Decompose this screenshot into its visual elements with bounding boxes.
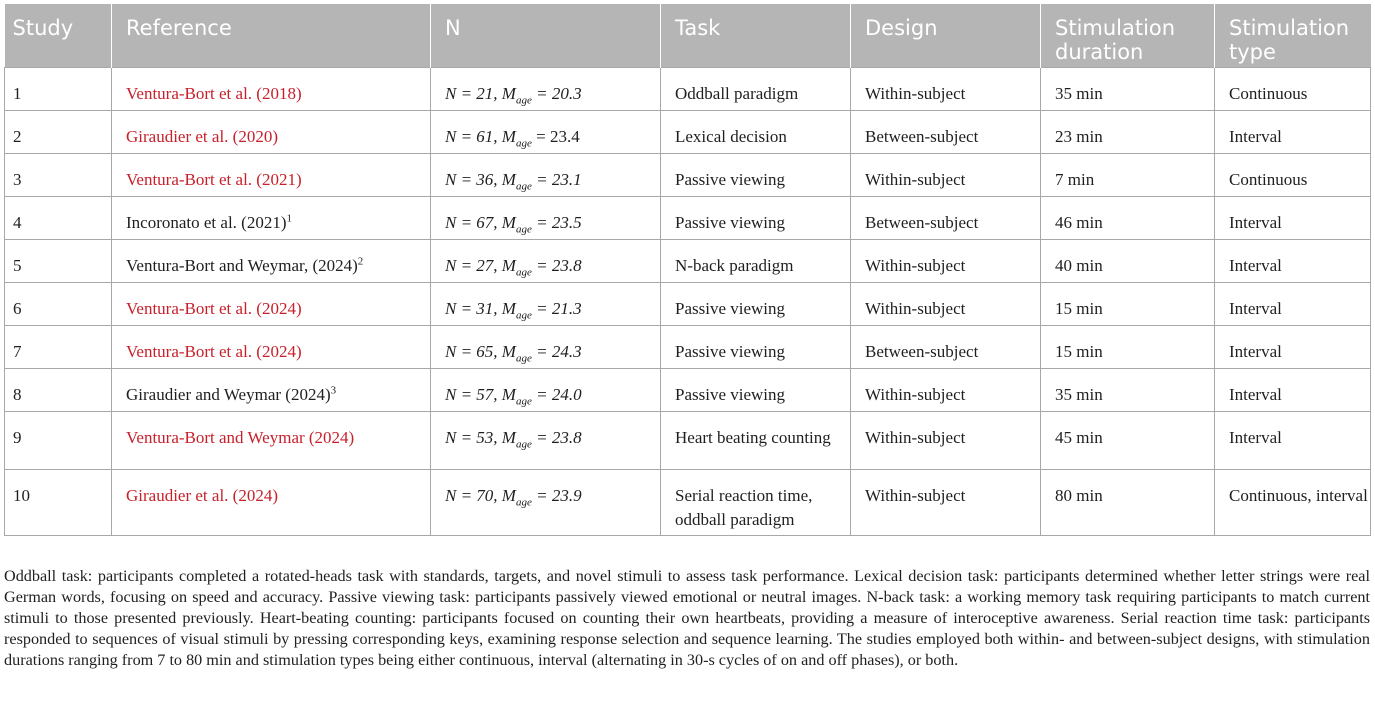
age-subscript: age [515,222,532,235]
design-cell: Within-subject [851,67,1041,110]
mean-age-value: = 21.3 [531,298,582,318]
col-header-n: N [431,4,661,67]
stimulation-type-cell: Interval [1215,196,1371,239]
reference-link[interactable]: Ventura-Bort et al. (2018) [126,83,302,103]
duration-cell: 40 min [1041,239,1215,282]
footnote-marker: 2 [357,254,364,267]
n-sample-text: N = 21, M [445,83,516,103]
age-subscript: age [515,265,532,278]
table-footnote: Oddball task: participants completed a rotated-heads task with standards, targets, and novel stimuli to assess task performance. Lexical decision task: participants determined whether letter strings were real German words, focusing on speed and accuracy. Passive viewing task: participants passively viewed emotional or neutral images. N-back task: a working memory task requiring participants to match current stimuli to those presented previously. Heart-beating counting: participants focused on counting their own heartbeats, providing a measure of interoceptive awareness. Serial reaction time task: participants responded to sequences of visual stimuli by pressing corresponding keys, examining response selection and sequence learning. The studies employed both within- and between-subject designs, with stimulation durations ranging from 7 to 80 min and stimulation types being either continuous, interval (alternating in 30-s cycles of on and off phases), or both. [4,567,1370,669]
table-row [5,110,1371,153]
study-cell: 10 [5,469,112,535]
stimulation-type-cell: Continuous [1215,153,1371,196]
n-cell [431,469,661,535]
reference-text: Ventura-Bort and Weymar, (2024) [126,255,358,275]
table-row [5,368,1371,411]
duration-cell: 45 min [1041,411,1215,469]
n-sample-text: N = 36, M [445,169,516,189]
reference-link[interactable]: Ventura-Bort et al. (2024) [126,298,302,318]
table-row [5,67,1371,110]
reference-link[interactable]: Ventura-Bort and Weymar (2024) [126,427,355,447]
design-cell: Within-subject [851,469,1041,535]
reference-cell [112,196,431,239]
stimulation-type-cell: Interval [1215,110,1371,153]
n-sample-text: N = 65, M [445,341,516,361]
duration-cell: 80 min [1041,469,1215,535]
reference-link[interactable]: Giraudier et al. (2024) [126,485,278,505]
col-header-type: Stimulation type [1215,4,1371,67]
design-cell: Within-subject [851,282,1041,325]
mean-age-value: = 20.3 [531,83,582,103]
duration-cell: 35 min [1041,67,1215,110]
mean-age-value: = 23.1 [531,169,582,189]
age-subscript: age [515,394,532,407]
n-sample-text: N = 57, M [445,384,516,404]
stimulation-type-cell: Interval [1215,368,1371,411]
n-cell [431,153,661,196]
duration-cell: 7 min [1041,153,1215,196]
n-cell [431,368,661,411]
task-cell: Heart beating counting [661,411,851,469]
n-cell [431,282,661,325]
footnote-marker: 1 [286,211,292,224]
design-cell: Within-subject [851,153,1041,196]
reference-cell [112,282,431,325]
reference-cell [112,153,431,196]
stimulation-type-cell: Interval [1215,239,1371,282]
n-cell [431,411,661,469]
stimulation-type-cell: Interval [1215,411,1371,469]
task-cell: Passive viewing [661,196,851,239]
table-row [5,239,1371,282]
duration-cell: 15 min [1041,325,1215,368]
task-cell: Passive viewing [661,325,851,368]
n-cell [431,325,661,368]
age-subscript: age [515,179,532,192]
reference-text: Giraudier and Weymar (2024) [126,384,331,404]
reference-cell [112,110,431,153]
footnote-marker: 3 [330,383,337,396]
duration-cell: 46 min [1041,196,1215,239]
n-sample-text: N = 70, M [445,485,516,505]
study-cell: 2 [5,110,112,153]
study-cell: 9 [5,411,112,469]
n-sample-text: N = 31, M [445,298,516,318]
age-subscript: age [515,495,532,508]
task-cell: Passive viewing [661,282,851,325]
study-cell: 4 [5,196,112,239]
reference-cell [112,67,431,110]
reference-link[interactable]: Giraudier et al. (2020) [126,126,278,146]
reference-text: Incoronato et al. (2021) [126,212,287,232]
task-cell: Passive viewing [661,153,851,196]
mean-age-value: = 23.8 [531,255,582,275]
n-sample-text: N = 53, M [445,427,516,447]
design-cell: Within-subject [851,368,1041,411]
stimulation-type-cell: Continuous [1215,67,1371,110]
header-row [5,4,1371,67]
mean-age-value: = 24.0 [531,384,582,404]
stimulation-type-cell: Interval [1215,282,1371,325]
mean-age-value: = 23.5 [531,212,582,232]
n-cell [431,239,661,282]
n-sample-text: N = 61, M [445,126,516,146]
col-header-task: Task [661,4,851,67]
reference-link[interactable]: Ventura-Bort et al. (2021) [126,169,302,189]
duration-cell: 35 min [1041,368,1215,411]
reference-link[interactable]: Ventura-Bort et al. (2024) [126,341,302,361]
n-sample-text: N = 67, M [445,212,516,232]
table-row [5,153,1371,196]
study-cell: 1 [5,67,112,110]
study-cell: 3 [5,153,112,196]
table-row [5,282,1371,325]
n-cell [431,196,661,239]
design-cell: Within-subject [851,239,1041,282]
n-cell [431,110,661,153]
task-cell: Passive viewing [661,368,851,411]
mean-age-value: = 23.9 [531,485,582,505]
col-header-reference: Reference [112,4,431,67]
reference-cell [112,411,431,469]
table-row [5,469,1371,535]
age-subscript: age [515,437,532,450]
col-header-design: Design [851,4,1041,67]
table-row [5,325,1371,368]
col-header-study: Study [5,4,112,67]
task-cell: Oddball paradigm [661,67,851,110]
design-cell: Between-subject [851,325,1041,368]
study-cell: 5 [5,239,112,282]
reference-cell [112,368,431,411]
study-cell: 8 [5,368,112,411]
n-cell [431,67,661,110]
design-cell: Within-subject [851,411,1041,469]
reference-cell [112,325,431,368]
duration-cell: 15 min [1041,282,1215,325]
mean-age-value: = 23.8 [531,427,582,447]
mean-age-value: = 24.3 [531,341,582,361]
table-body [5,67,1371,535]
age-subscript: age [515,308,532,321]
duration-cell: 23 min [1041,110,1215,153]
reference-cell [112,469,431,535]
age-subscript: age [515,136,532,149]
design-cell: Between-subject [851,196,1041,239]
table-row [5,411,1371,469]
studies-table [4,4,1371,536]
mean-age-value: = 23.4 [531,126,580,146]
table-row [5,196,1371,239]
study-cell: 7 [5,325,112,368]
col-header-duration: Stimulation duration [1041,4,1215,67]
task-cell: Lexical decision [661,110,851,153]
design-cell: Between-subject [851,110,1041,153]
stimulation-type-cell: Continuous, interval [1215,469,1371,535]
task-cell: Serial reaction time, oddball paradigm [661,469,851,535]
reference-cell [112,239,431,282]
task-cell: N-back paradigm [661,239,851,282]
age-subscript: age [515,351,532,364]
age-subscript: age [515,93,532,106]
n-sample-text: N = 27, M [445,255,516,275]
stimulation-type-cell: Interval [1215,325,1371,368]
study-cell: 6 [5,282,112,325]
